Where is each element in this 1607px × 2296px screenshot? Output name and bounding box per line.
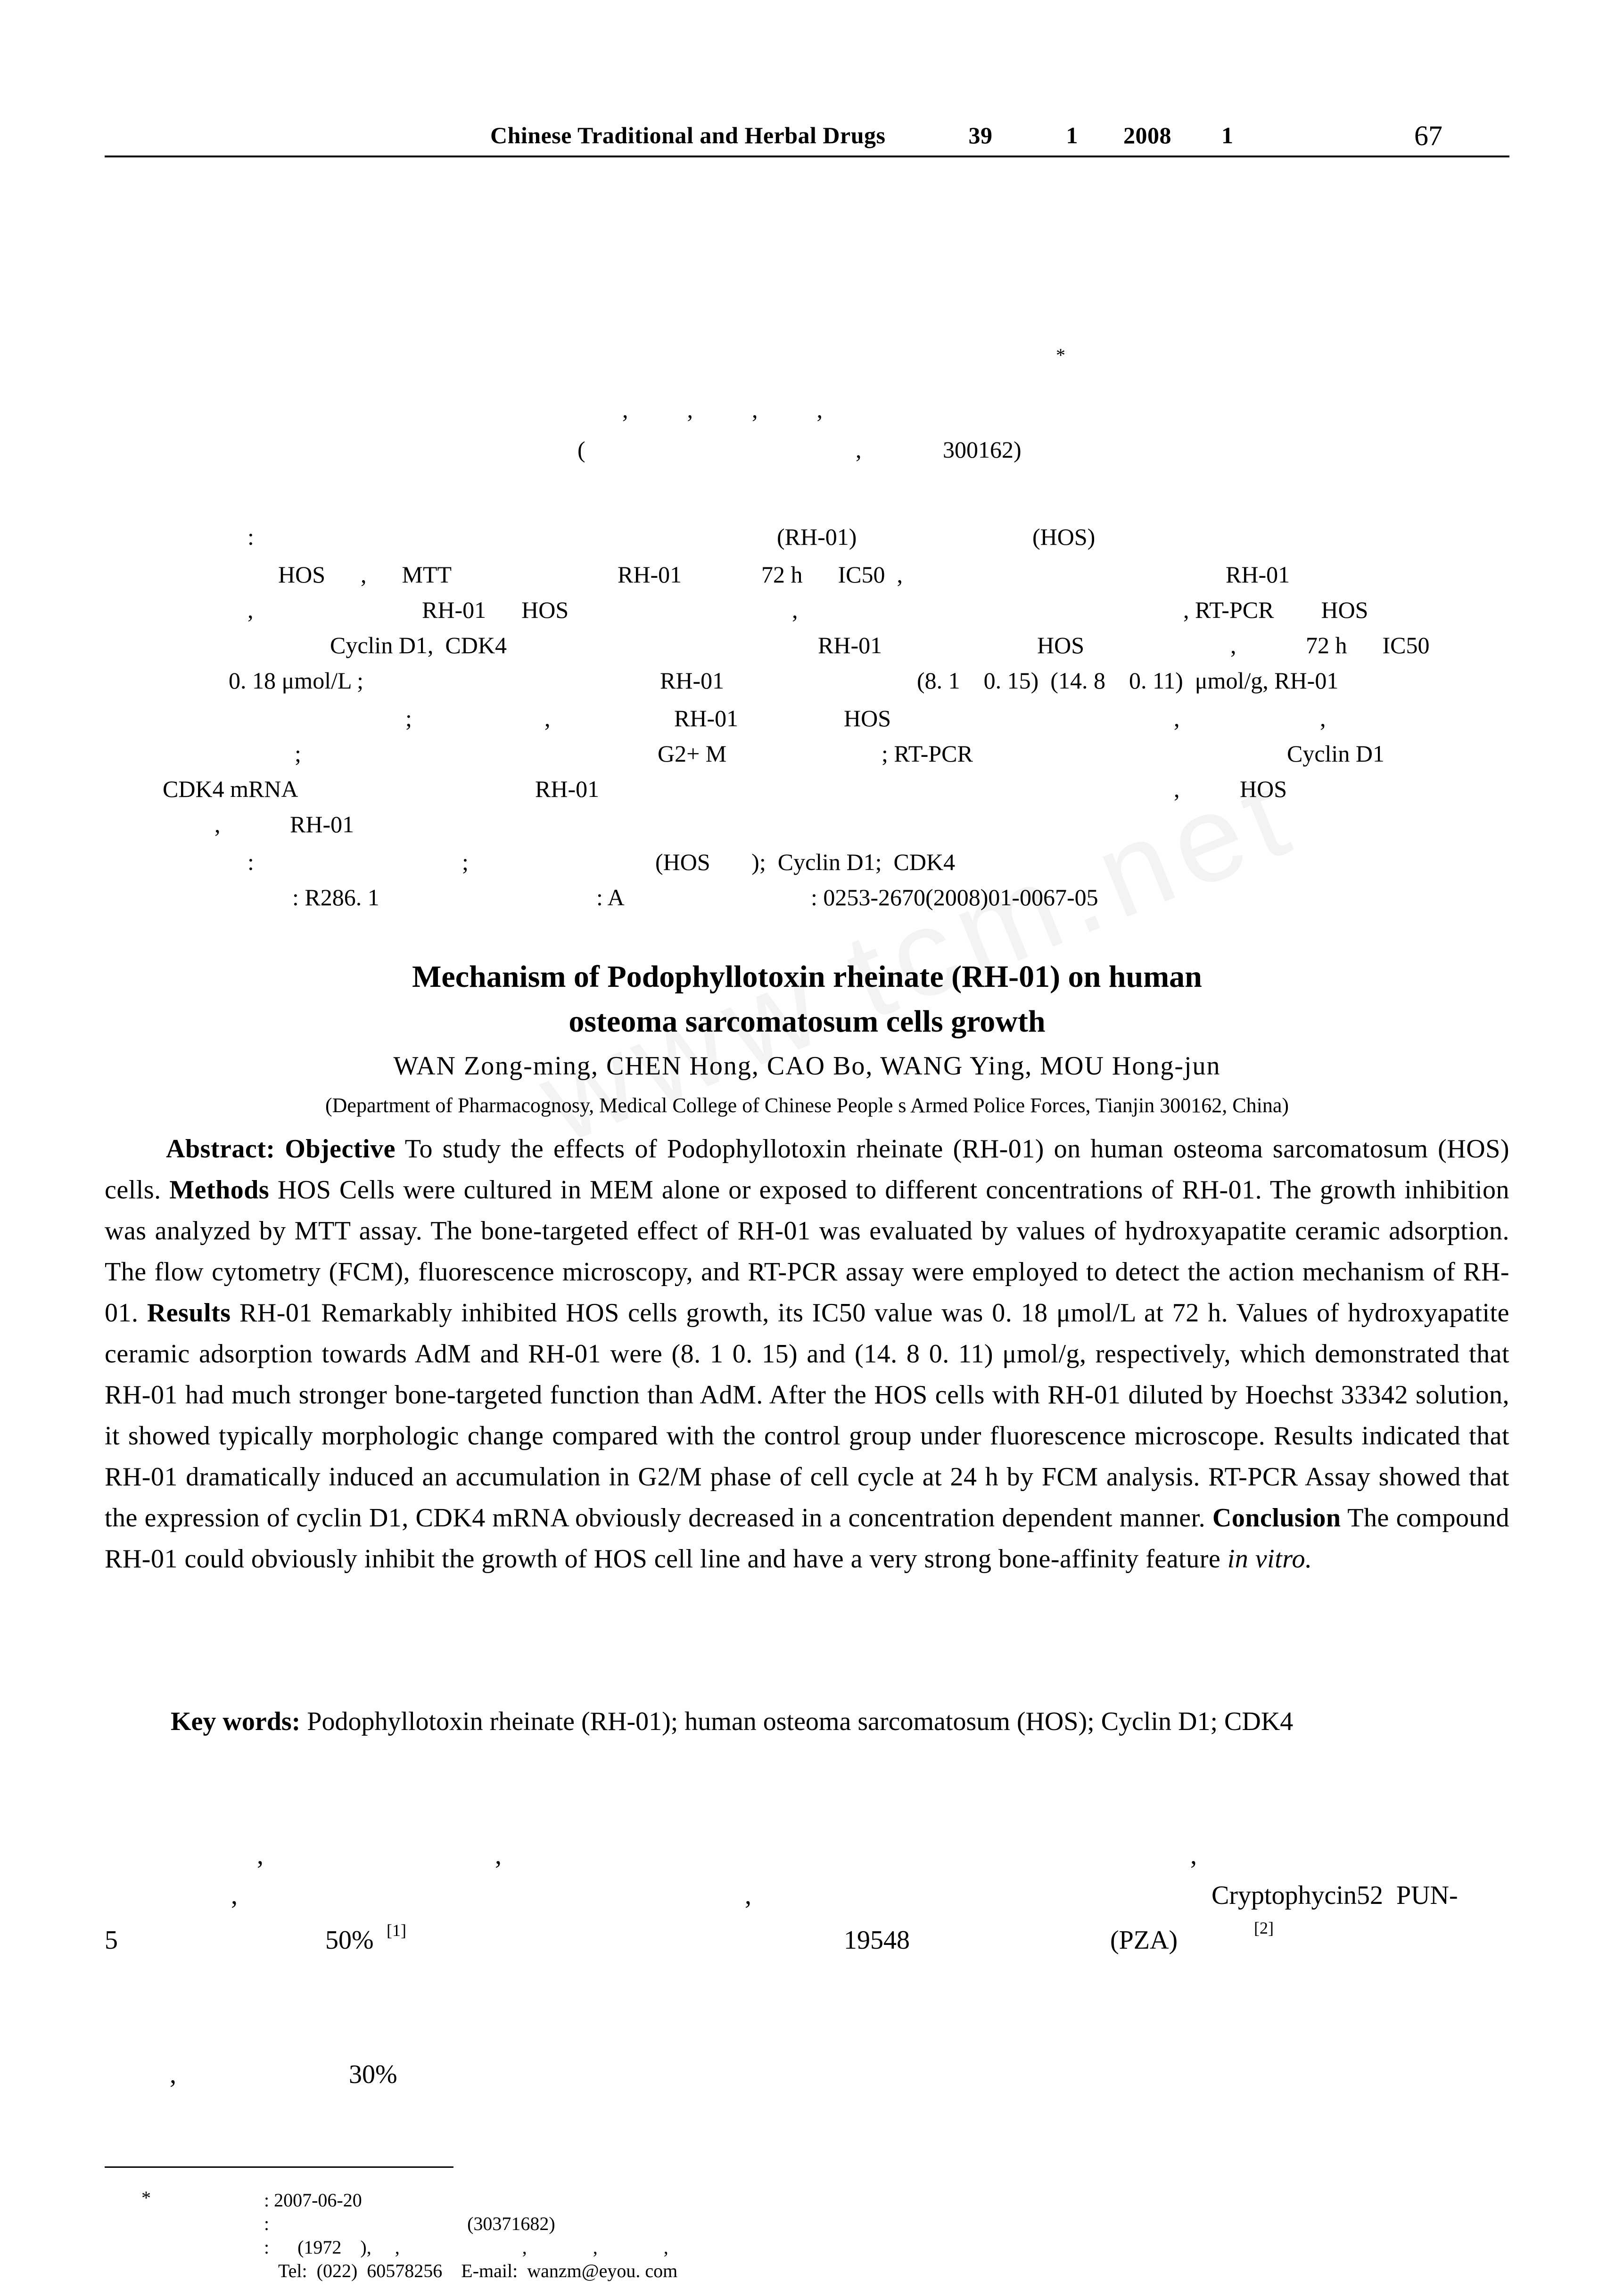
cn-keywords-en: (HOS ); Cyclin D1; CDK4 <box>655 849 956 875</box>
body-five: 5 <box>105 1926 118 1955</box>
cn-line4-e: 72 h IC50 <box>1306 632 1430 658</box>
citation-2: [2] <box>1254 1919 1274 1937</box>
cn-line6-f: , <box>1320 705 1326 731</box>
cn-line8-d: HOS <box>1240 776 1287 802</box>
cn-line7-d: Cyclin D1 <box>1287 740 1384 767</box>
results-text: RH-01 Remarkably inhibited HOS cells growth, its IC50 value was 0. 18 μmol/L at 72 h. Values of hydroxyapatite ceramic adsorption towards AdM and RH-01 were (8. 1 0. 15) and (14. 8 0. 11) μmol/g, respectively, which demonstrated that RH-01 had much stronger bone-targeted function than AdM. After the HOS cells with RH-01 diluted by Hoechst 33342 solution, it showed typically morphologic change compared with the control group under fluorescence microscope. Results indicated that RH-01 dramatically induced an accumulation in G2/M phase of cell cycle at 24 h by FCM analysis. RT-PCR Assay showed that the expression of cyclin D1, CDK4 mRNA obviously decreased in a concentration dependent manner. <box>105 1298 1510 1533</box>
footnote-fund: : (30371682) <box>264 2213 555 2234</box>
methods-text: HOS Cells were cultured in MEM alone or exposed to different concentrations of RH-01. The growth inhibition was analyzed by MTT assay. The bone-targeted effect of RH-01 was evaluated by values of hydroxyapatite ceramic adsorption. The flow cytometry (FCM), fluorescence microscopy, and RT-PCR assay were employed to detect the action mechanism of RH-01. <box>105 1175 1510 1328</box>
cn-line8-a: CDK4 mRNA <box>163 776 298 802</box>
body-comma: , <box>231 1881 238 1910</box>
paper-title-line1: Mechanism of Podophyllotoxin rheinate (RH-01) on human <box>412 959 1202 994</box>
conclusion-text: The compound RH-01 could obviously inhibit the growth of HOS cell line and have a very strong bone-affinity feature <box>105 1503 1509 1574</box>
cn-affil-comma: , <box>856 436 862 463</box>
cn-line8-c: , <box>1174 776 1180 802</box>
objective-text: To study the effects of Podophyllotoxin rheinate (RH-01) on human osteoma sarcomatosum (HOS) cells. <box>105 1134 1509 1205</box>
footnote-contact: Tel: (022) 60578256 E-mail: wanzm@eyou. com <box>278 2260 678 2281</box>
corresponding-mark: * <box>1056 344 1065 366</box>
cn-author-commas: , , , , <box>622 396 823 423</box>
cn-rh01: (RH-01) <box>777 524 857 550</box>
paper-title-line2: osteoma sarcomatosum cells growth <box>569 1004 1046 1039</box>
footnote-received: : 2007-06-20 <box>264 2189 362 2211</box>
journal-year: 2008 <box>1123 122 1171 148</box>
cn-line7-b: G2+ M <box>658 740 727 767</box>
cn-document-code: : A <box>596 884 625 910</box>
cn-line4-d: , <box>1230 632 1236 658</box>
cn-line5-c: (8. 1 0. 15) (14. 8 0. 11) μmol/g, RH-01 <box>917 667 1339 694</box>
keywords-label: Key words: <box>171 1707 301 1736</box>
journal-issue: 1 <box>1066 122 1078 148</box>
footnote-author: : (1972 ), , , , , <box>264 2237 668 2258</box>
cn-keywords-colon: : <box>247 849 254 875</box>
cn-hos: (HOS) <box>1032 524 1096 550</box>
cn-line3-d: , RT-PCR HOS <box>1183 597 1368 623</box>
cn-line6-e: , <box>1174 705 1180 731</box>
cn-line2-b: RH-01 <box>618 561 682 588</box>
conclusion-invitro: in vitro. <box>1227 1544 1312 1574</box>
keywords-text: Podophyllotoxin rheinate (RH-01); human osteoma sarcomatosum (HOS); Cyclin D1; CDK4 <box>307 1707 1294 1736</box>
cn-affil-zip: 300162) <box>943 436 1022 463</box>
cn-line2-c: 72 h IC50 , <box>761 561 903 588</box>
page-number: 67 <box>1414 120 1442 151</box>
cn-line4-b: RH-01 <box>818 632 882 658</box>
journal-month: 1 <box>1221 122 1234 148</box>
abstract-label: Abstract: <box>166 1134 275 1164</box>
objective-label: Objective <box>285 1134 396 1164</box>
body-comma: , <box>745 1881 751 1910</box>
cn-line6-b: , <box>544 705 551 731</box>
cn-line2-a: HOS , MTT <box>278 561 452 588</box>
cn-line8-b: RH-01 <box>535 776 600 802</box>
cn-line6-a: ; <box>405 705 412 731</box>
cn-line4-c: HOS <box>1037 632 1085 658</box>
paper-authors: WAN Zong-ming, CHEN Hong, CAO Bo, WANG Ying, MOU Hong-jun <box>393 1051 1221 1081</box>
footnote-rule <box>105 2166 453 2168</box>
body-comma: , <box>1190 1841 1197 1870</box>
cn-line6-d: HOS <box>844 705 891 731</box>
journal-volume: 39 <box>968 122 993 148</box>
body-fifty-percent: 50% <box>325 1926 374 1955</box>
footnote-mark: * <box>141 2187 151 2208</box>
cn-line3-c: , <box>792 597 798 623</box>
methods-label: Methods <box>169 1175 270 1205</box>
abstract-body <box>105 1129 1509 1580</box>
cn-line7-c: ; RT-PCR <box>882 740 973 767</box>
cn-clc-number: : R286. 1 <box>292 884 379 910</box>
cn-line3-b: RH-01 HOS <box>422 597 569 623</box>
cn-line5-a: 0. 18 μmol/L ; <box>229 667 364 694</box>
cn-line9-a: , <box>214 811 221 837</box>
journal-name: Chinese Traditional and Herbal Drugs <box>490 122 886 148</box>
cn-keywords-semi: ; <box>462 849 469 875</box>
conclusion-label: Conclusion <box>1212 1503 1341 1533</box>
cn-line6-c: RH-01 <box>674 705 739 731</box>
body-comma: , <box>495 1841 502 1870</box>
cn-affil-open: ( <box>577 436 585 463</box>
cn-line2-d: RH-01 <box>1226 561 1290 588</box>
cn-line9-b: RH-01 <box>290 811 354 837</box>
cn-line7-a: ; <box>295 740 301 767</box>
cn-article-id: : 0253-2670(2008)01-0067-05 <box>811 884 1098 910</box>
header-rule <box>105 156 1509 157</box>
keywords <box>105 1701 1509 1742</box>
body-cryptophycin: Cryptophycin52 PUN- <box>1211 1881 1458 1910</box>
body-pza: (PZA) <box>1110 1926 1178 1955</box>
running-head <box>490 122 1233 149</box>
cn-line5-b: RH-01 <box>660 667 725 694</box>
citation-1: [1] <box>387 1921 406 1940</box>
paper-affiliation: (Department of Pharmacognosy, Medical College of Chinese People s Armed Police Forces, Tianjin 300162, China) <box>325 1094 1289 1117</box>
results-label: Results <box>147 1298 231 1328</box>
body-comma: , <box>170 2060 176 2089</box>
body-thirty-percent: 30% <box>349 2060 397 2089</box>
cn-abstract-colon: : <box>247 524 254 550</box>
body-comma: , <box>257 1841 264 1870</box>
cn-line4-a: Cyclin D1, CDK4 <box>330 632 507 658</box>
cn-line3-a: , <box>247 597 254 623</box>
body-19548: 19548 <box>844 1926 910 1955</box>
